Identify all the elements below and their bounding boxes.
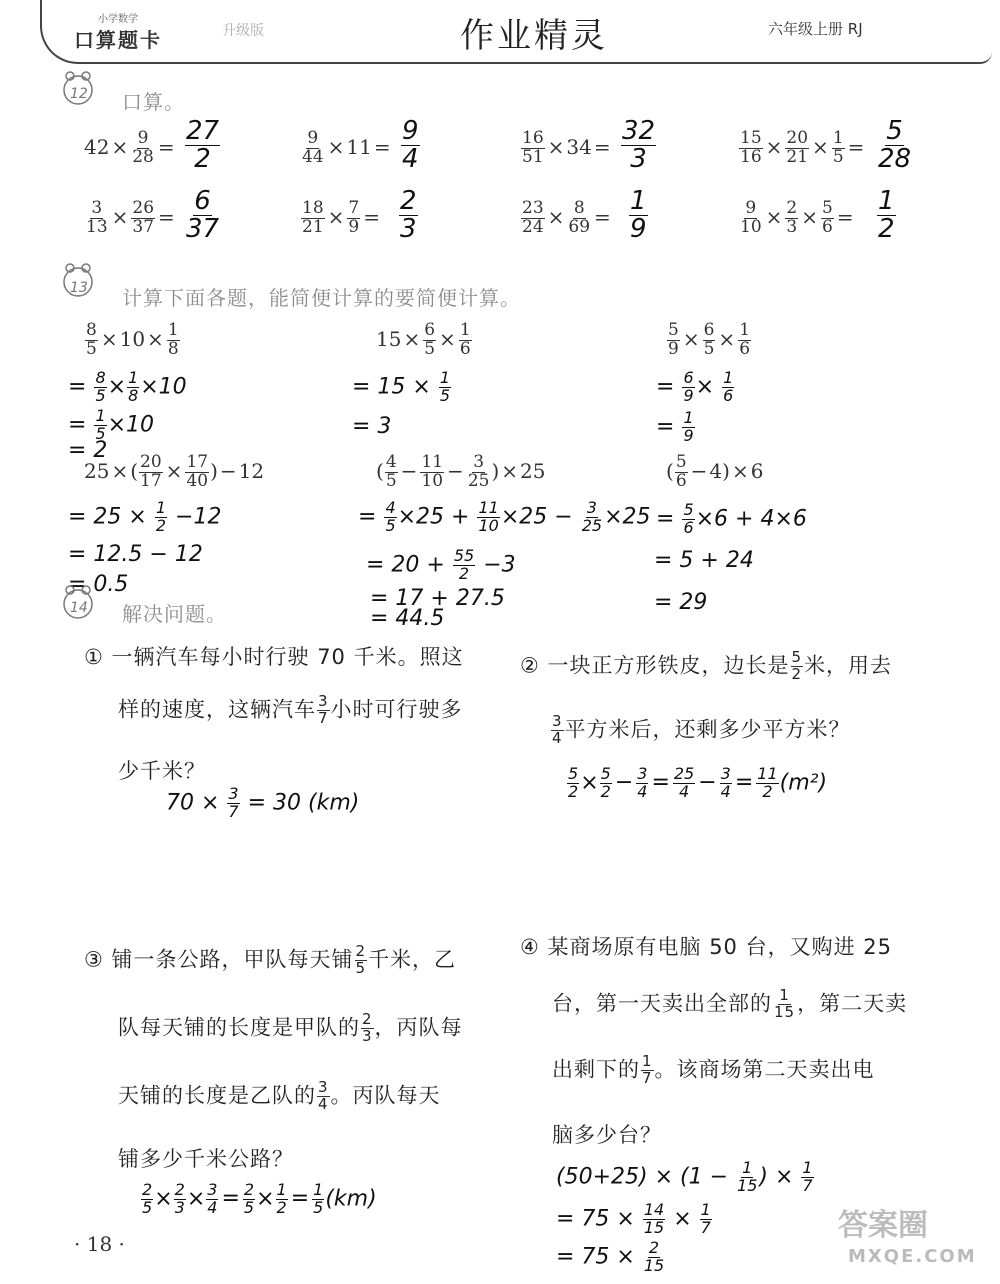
q12-answer-6: $\frac{2}{3}$ <box>400 186 417 245</box>
q13-6-step-3: = 29 <box>654 590 708 615</box>
q13-4-step-1: = 25 × $\frac{1}{2}$ −12 <box>68 498 222 535</box>
q12-problem-3: $\frac{16}{51}$ × 34 = <box>522 128 611 167</box>
watermark-url: MXQE.COM <box>848 1246 977 1267</box>
q13-5-step-1: = $\frac{4}{5}$ ×25 + $\frac{11}{10}$ ×25 − $\frac{3}{25}$ ×25 <box>358 498 651 535</box>
q12-problem-5: $\frac{3}{13}$ × $\frac{26}{37}$ = <box>86 198 175 237</box>
q13-3-step-2: = $\frac{1}{9}$ <box>656 408 694 445</box>
q13-problem-6: ( $\frac{5}{6}$ − 4) × 6 <box>666 452 764 491</box>
q14-problem-4-line-2: 台，第一天卖出全部的 $\frac{1}{15}$ ，第二天卖 <box>552 986 908 1021</box>
header-subtitle: 升级版 <box>222 23 264 39</box>
q14-4-step-1: (50+25) × (1 − $\frac{1}{15}$ ) × $\frac{1}{7}$ <box>556 1158 813 1195</box>
q13-problem-4: 25 × ( $\frac{20}{17}$ × $\frac{17}{40}$ ) − 12 <box>84 452 265 491</box>
watermark-brand: 答案圈 <box>838 1208 928 1243</box>
header-title: 作业精灵 <box>460 16 608 56</box>
q14-4-step-3: = 75 × $\frac{2}{15}$ <box>556 1238 665 1275</box>
q14-problem-4-line-1: ④ 某商场原有电脑 50 台，又购进 25 <box>520 935 892 959</box>
q13-problem-5: ( $\frac{4}{5}$ − $\frac{11}{10}$ − $\frac{3}{25}$ ) × 25 <box>376 452 546 491</box>
q14-2-answer: $\frac{5}{2}$ × $\frac{5}{2}$ − $\frac{3}{4}$ = $\frac{25}{4}$ − $\frac{3}{4}$ = $\frac{11}{2}$ (m²) <box>568 764 828 801</box>
q14-problem-3-line-4: 铺多少千米公路？ <box>118 1147 294 1171</box>
q12-problem-1: 42 × $\frac{9}{28}$ = <box>84 128 175 167</box>
q12-problem-8: $\frac{9}{10}$ × $\frac{2}{3}$ × $\frac{5}{6}$ = <box>740 198 854 237</box>
q14-problem-1-line-1: ① 一辆汽车每小时行驶 70 千米。照这 <box>84 645 464 669</box>
q13-2-step-2: = 3 <box>352 414 392 439</box>
q14-problem-2-line-1: ② 一块正方形铁皮，边长是 $\frac{5}{2}$ 米，用去 <box>520 648 893 683</box>
q12-answer-3: $\frac{32}{3}$ <box>622 116 656 175</box>
header-logo: 口算题卡 <box>74 28 162 52</box>
header-grade: 六年级上册 RJ <box>768 20 863 38</box>
q14-problem-3-line-1: ③ 铺一条公路，甲队每天铺 $\frac{2}{5}$ 千米，乙 <box>84 942 457 977</box>
q13-1-step-3: = 2 <box>68 438 108 463</box>
q13-5-step-4: = 44.5 <box>370 606 445 631</box>
q12-problem-7: $\frac{23}{24}$ × $\frac{8}{69}$ = <box>522 198 611 237</box>
q13-5-step-2: = 20 + $\frac{55}{2}$ −3 <box>366 546 516 583</box>
q13-6-step-1: = $\frac{5}{6}$ ×6 + 4×6 <box>656 500 807 537</box>
q12-answer-1: $\frac{27}{2}$ <box>186 116 220 175</box>
q14-problem-2-line-2: $\frac{3}{4}$ 平方米后，还剩多少平方米？ <box>552 712 851 747</box>
section-12-number: 12 <box>70 86 88 102</box>
q12-problem-4: $\frac{15}{16}$ × $\frac{20}{21}$ × $\frac{1}{5}$ = <box>740 128 865 167</box>
section-14-number: 14 <box>70 600 88 616</box>
q13-problem-3: $\frac{5}{9}$ × $\frac{6}{5}$ × $\frac{1}{6}$ <box>668 320 751 359</box>
q12-problem-6: $\frac{18}{21}$ × $\frac{7}{9}$ = <box>302 198 380 237</box>
q14-problem-3-line-2: 队每天铺的长度是甲队的 $\frac{2}{3}$ ，丙队每 <box>118 1010 463 1045</box>
q13-problem-1: $\frac{8}{5}$ × 10 × $\frac{1}{8}$ <box>86 320 179 359</box>
q14-4-step-2: = 75 × $\frac{14}{15}$ × $\frac{1}{7}$ <box>556 1200 711 1237</box>
q14-3-answer: $\frac{2}{5}$ × $\frac{2}{3}$ × $\frac{3}{4}$ = $\frac{2}{5}$ × $\frac{1}{2}$ = $\frac{1}{5}$ (km) <box>142 1180 377 1217</box>
q14-1-answer: 70 × $\frac{3}{7}$ = 30 (km) <box>166 784 360 821</box>
q14-problem-3-line-3: 天铺的长度是乙队的 $\frac{3}{4}$ 。丙队每天 <box>118 1078 441 1113</box>
q14-problem-4-line-3: 出剩下的 $\frac{1}{7}$ 。该商场第二天卖出电 <box>552 1052 875 1087</box>
watermark-logo <box>838 1200 988 1270</box>
q14-problem-1-line-3: 少千米？ <box>118 759 206 783</box>
q13-problem-2: 15 × $\frac{6}{5}$ × $\frac{1}{6}$ <box>376 320 471 359</box>
q13-4-step-2: = 12.5 − 12 <box>68 542 203 567</box>
q12-answer-7: $\frac{1}{9}$ <box>630 186 647 245</box>
q13-6-step-2: = 5 + 24 <box>654 548 754 573</box>
q14-problem-4-line-4: 脑多少台？ <box>552 1123 662 1147</box>
header-logo-small: 小学数学 <box>98 14 138 25</box>
page-number: · 18 · <box>74 1232 125 1256</box>
q12-answer-2: $\frac{9}{4}$ <box>402 116 419 175</box>
q12-answer-4: $\frac{5}{28}$ <box>878 116 912 175</box>
section-12-title: 口算。 <box>122 90 185 114</box>
q13-1-step-1: = $\frac{8}{5}$ × $\frac{1}{8}$ ×10 <box>68 368 187 405</box>
q14-problem-1-line-2: 样的速度，这辆汽车 $\frac{3}{7}$ 小时可行驶多 <box>118 692 463 727</box>
section-13-title: 计算下面各题，能简便计算的要简便计算。 <box>122 286 521 310</box>
q13-3-step-1: = $\frac{6}{9}$ × $\frac{1}{6}$ <box>656 368 734 405</box>
q13-2-step-1: = 15 × $\frac{1}{5}$ <box>352 368 451 405</box>
section-13-number: 13 <box>70 280 88 296</box>
q13-1-step-2: = $\frac{1}{5}$ ×10 <box>68 406 155 443</box>
q13-5-step-3: = 17 + 27.5 <box>370 586 505 611</box>
q12-problem-2: $\frac{9}{44}$ × 11 = <box>302 128 391 167</box>
section-14-title: 解决问题。 <box>122 602 227 626</box>
q13-4-step-3: = 0.5 <box>68 572 129 597</box>
q12-answer-8: $\frac{1}{2}$ <box>878 186 895 245</box>
q12-answer-5: $\frac{6}{37}$ <box>186 186 220 245</box>
